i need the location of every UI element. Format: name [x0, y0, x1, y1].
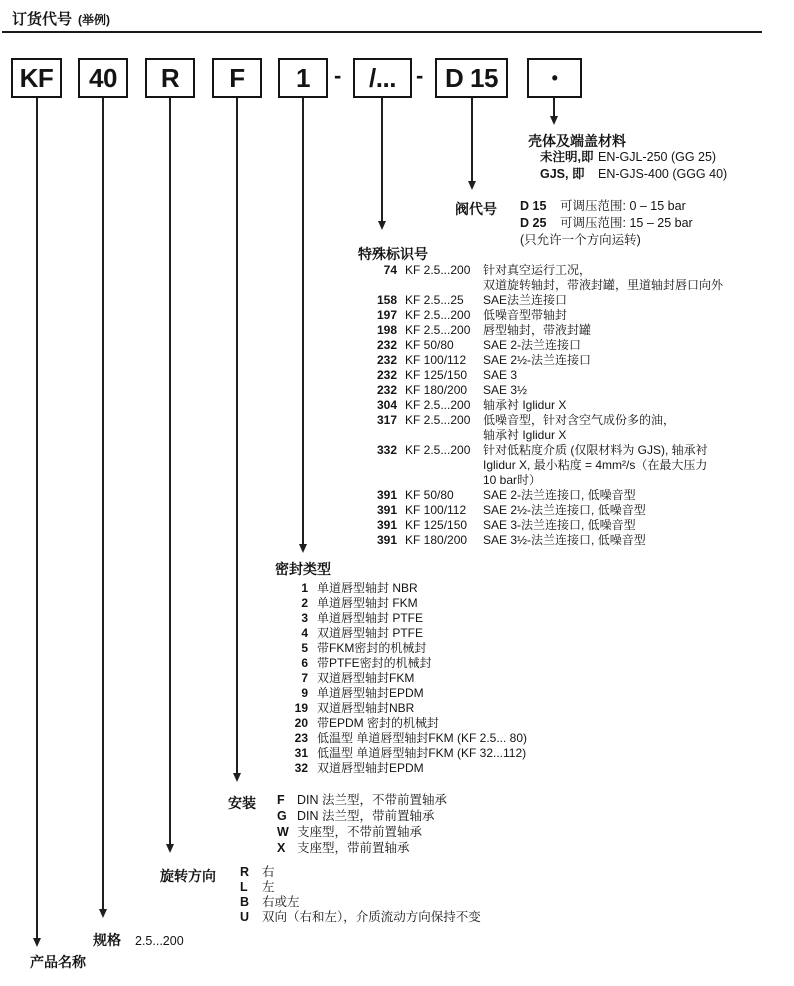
seal-type-row	[275, 746, 527, 761]
arrow-down-icon	[33, 938, 41, 947]
seal-type-desc: 双道唇型轴封FKM	[317, 671, 415, 685]
connector-line	[553, 98, 555, 116]
special-id-desc: SAE法兰连接口	[483, 293, 568, 307]
mounting-code: X	[277, 841, 286, 855]
page-title-main: 订货代号	[12, 11, 73, 28]
special-id-number	[360, 428, 397, 443]
connector-line	[302, 98, 304, 544]
mounting-desc: DIN 法兰型，不带前置轴承	[297, 793, 448, 807]
special-id-desc: 10 bar时）	[483, 473, 542, 487]
rotation-row	[240, 865, 481, 880]
seal-type-row	[275, 611, 527, 626]
seal-type-row	[275, 641, 527, 656]
connector-line	[236, 98, 238, 773]
mounting-code: W	[277, 825, 289, 839]
special-id-desc: SAE 3	[483, 368, 518, 382]
material-list	[540, 149, 727, 183]
arrow-down-icon	[166, 844, 174, 853]
mounting-row	[277, 840, 447, 856]
mounting-code: G	[277, 809, 287, 823]
code-box-special: /...	[353, 58, 412, 98]
special-id-range	[405, 428, 483, 443]
special-id-number: 304	[376, 398, 397, 412]
valve-code: D 25	[520, 216, 547, 230]
code-box-material: •	[527, 58, 582, 98]
size-line	[93, 930, 184, 950]
arrow-to-rotation	[165, 98, 175, 853]
rotation-code: R	[240, 865, 250, 879]
special-id-row	[360, 518, 723, 533]
special-id-range: KF 100/112	[405, 503, 467, 517]
seal-type-desc: 低温型 单道唇型轴封FKM (KF 2.5... 80)	[317, 731, 528, 745]
special-id-range: KF 2.5...200	[405, 413, 471, 427]
seal-type-row	[275, 596, 527, 611]
seal-type-desc: 双道唇型轴封 PTFE	[317, 626, 424, 640]
special-id-list	[360, 263, 723, 548]
special-id-number: 332	[376, 443, 397, 457]
seal-type-number: 23	[294, 731, 308, 745]
special-id-number: 391	[376, 533, 397, 547]
special-id-range: KF 180/200	[405, 383, 468, 397]
code-box-product: KF	[11, 58, 62, 98]
special-id-row	[360, 473, 723, 488]
seal-type-row	[275, 581, 527, 596]
seal-type-row	[275, 716, 527, 731]
special-id-row	[360, 308, 723, 323]
valve-range: 可调压范围: 0 – 15 bar	[560, 199, 686, 213]
mounting-row	[277, 808, 447, 824]
special-id-row	[360, 398, 723, 413]
special-id-desc: 针对真空运行工况，	[483, 263, 592, 277]
code-box-valve: D 15	[435, 58, 508, 98]
rotation-desc: 右	[262, 865, 275, 879]
seal-type-desc: 双道唇型轴封EPDM	[317, 761, 424, 775]
mounting-desc: DIN 法兰型，带前置轴承	[297, 809, 435, 823]
valve-row	[520, 198, 693, 215]
connector-line	[36, 98, 38, 938]
special-id-range: KF 2.5...25	[405, 293, 464, 307]
arrow-to-special	[377, 98, 387, 230]
special-id-range: KF 50/80	[405, 338, 454, 352]
seal-type-number: 2	[301, 596, 308, 610]
arrow-to-seal	[298, 98, 308, 553]
product-name-title: 产品名称	[30, 954, 86, 970]
special-id-row	[360, 383, 723, 398]
arrow-down-icon	[550, 116, 558, 125]
special-id-range: KF 2.5...200	[405, 263, 471, 277]
special-id-range	[405, 473, 483, 488]
valve-section-title: 阀代号	[455, 201, 497, 217]
special-id-row	[360, 263, 723, 278]
arrow-to-valve	[467, 98, 477, 190]
code-box-size: 40	[78, 58, 128, 98]
code-box-rotation: R	[145, 58, 195, 98]
seal-type-number: 4	[301, 626, 308, 640]
seal-type-desc: 单道唇型轴封 NBR	[317, 581, 418, 595]
seal-type-desc: 带FKM密封的机械封	[317, 641, 427, 655]
valve-code: D 15	[520, 199, 547, 213]
special-id-range: KF 2.5...200	[405, 398, 471, 412]
special-id-desc: 轴承衬 Iglidur X	[483, 428, 567, 442]
seal-type-desc: 低温型 单道唇型轴封FKM (KF 32...112)	[317, 746, 527, 760]
special-id-number: 232	[376, 353, 397, 367]
seal-type-number: 9	[301, 686, 308, 700]
special-id-desc: SAE 2-法兰连接口, 低噪音型	[483, 488, 636, 502]
special-id-range	[405, 458, 483, 473]
special-id-range: KF 125/150	[405, 368, 468, 382]
mounting-code: F	[277, 793, 285, 807]
special-id-number: 197	[376, 308, 397, 322]
seal-type-number: 19	[294, 701, 308, 715]
arrow-to-mounting	[232, 98, 242, 782]
seal-type-number: 3	[301, 611, 308, 625]
special-id-desc: 低噪音型，针对含空气成份多的油，	[483, 413, 676, 427]
title-divider	[2, 31, 762, 33]
special-id-number: 232	[376, 368, 397, 382]
special-id-desc: SAE 2-法兰连接口	[483, 338, 582, 352]
material-section-title: 壳体及端盖材料	[528, 133, 626, 149]
mounting-section-title: 安装	[228, 795, 256, 811]
mounting-row	[277, 792, 447, 808]
special-id-row	[360, 428, 723, 443]
special-id-number: 232	[376, 338, 397, 352]
arrow-down-icon	[468, 181, 476, 190]
seal-type-row	[275, 656, 527, 671]
special-id-range: KF 50/80	[405, 488, 454, 502]
rotation-list	[240, 865, 481, 925]
material-row	[540, 166, 727, 183]
connector-line	[471, 98, 473, 181]
rotation-desc: 左	[262, 880, 275, 894]
special-id-desc: 唇型轴封，带液封罐	[483, 323, 592, 337]
arrow-to-material	[549, 98, 559, 125]
special-id-desc: 低噪音型带轴封	[483, 308, 568, 322]
special-id-desc: SAE 2½-法兰连接口, 低噪音型	[483, 503, 646, 517]
rotation-row	[240, 880, 481, 895]
seal-type-list	[275, 581, 527, 776]
special-id-range: KF 125/150	[405, 518, 468, 532]
special-id-number	[360, 458, 397, 473]
special-id-number: 391	[376, 518, 397, 532]
seal-type-row	[275, 701, 527, 716]
special-id-row	[360, 368, 723, 383]
valve-note: (只允许一个方向运转)	[520, 233, 641, 247]
seal-type-number: 32	[294, 761, 308, 775]
material-value: EN-GJS-400 (GGG 40)	[598, 167, 728, 181]
special-id-row	[360, 338, 723, 353]
special-id-range	[405, 278, 483, 293]
seal-type-number: 31	[294, 746, 308, 760]
connector-line	[169, 98, 171, 844]
special-id-desc: 双道旋转轴封，带液封罐，里道轴封唇口向外	[483, 278, 724, 292]
special-id-row	[360, 503, 723, 518]
special-id-row	[360, 278, 723, 293]
seal-section-title: 密封类型	[275, 561, 331, 577]
special-id-number: 198	[376, 323, 397, 337]
material-key: 未注明,即	[540, 150, 594, 164]
seal-type-desc: 单道唇型轴封 FKM	[317, 596, 418, 610]
rotation-code: B	[240, 895, 250, 909]
arrow-down-icon	[378, 221, 386, 230]
seal-type-row	[275, 671, 527, 686]
rotation-code: L	[240, 880, 248, 894]
special-id-range: KF 2.5...200	[405, 443, 471, 457]
seal-type-number: 1	[301, 581, 308, 595]
special-id-number: 317	[376, 413, 397, 427]
special-id-range: KF 2.5...200	[405, 308, 471, 322]
seal-type-desc: 带PTFE密封的机械封	[317, 656, 432, 670]
special-id-number	[360, 278, 397, 293]
special-id-desc: SAE 3½	[483, 383, 528, 397]
code-box-seal: 1	[278, 58, 328, 98]
special-id-row	[360, 488, 723, 503]
mounting-desc: 支座型，不带前置轴承	[297, 825, 423, 839]
mounting-desc: 支座型，带前置轴承	[297, 841, 410, 855]
size-title: 规格	[93, 932, 121, 948]
code-separator: -	[334, 63, 342, 88]
seal-type-desc: 单道唇型轴封EPDM	[317, 686, 424, 700]
mounting-row	[277, 824, 447, 840]
material-row	[540, 149, 727, 166]
rotation-row	[240, 895, 481, 910]
arrow-to-size	[98, 98, 108, 918]
code-separator: -	[416, 63, 424, 88]
special-id-number: 232	[376, 383, 397, 397]
arrow-down-icon	[233, 773, 241, 782]
seal-type-desc: 带EPDM 密封的机械封	[317, 716, 440, 730]
seal-type-row	[275, 686, 527, 701]
seal-type-number: 6	[301, 656, 308, 670]
special-id-desc: 针对低粘度介质 (仅限材料为 GJS), 轴承衬	[483, 443, 708, 457]
arrow-to-product-name	[32, 98, 42, 947]
seal-type-number: 20	[294, 716, 308, 730]
special-id-row	[360, 323, 723, 338]
special-id-range: KF 180/200	[405, 533, 468, 547]
seal-type-number: 5	[301, 641, 308, 655]
seal-type-number: 7	[301, 671, 308, 685]
special-id-range: KF 2.5...200	[405, 323, 471, 337]
seal-type-desc: 双道唇型轴封NBR	[317, 701, 415, 715]
special-id-range: KF 100/112	[405, 353, 467, 367]
special-id-number: 391	[376, 503, 397, 517]
special-id-desc: Iglidur X, 最小粘度 = 4mm²/s（在最大压力	[483, 458, 708, 472]
special-id-row	[360, 353, 723, 368]
connector-line	[102, 98, 104, 909]
seal-type-row	[275, 731, 527, 746]
special-id-row	[360, 533, 723, 548]
special-id-row	[360, 413, 723, 428]
special-section-title: 特殊标识号	[358, 246, 428, 262]
code-box-mounting: F	[212, 58, 262, 98]
arrow-down-icon	[299, 544, 307, 553]
page-title-suffix: (举例)	[78, 13, 111, 27]
rotation-section-title: 旋转方向	[160, 868, 216, 884]
connector-line	[381, 98, 383, 221]
material-value: EN-GJL-250 (GG 25)	[598, 150, 717, 164]
special-id-number: 391	[376, 488, 397, 502]
seal-type-row	[275, 761, 527, 776]
valve-list	[520, 198, 693, 232]
rotation-code: U	[240, 910, 250, 924]
special-id-row	[360, 458, 723, 473]
page-title	[12, 8, 110, 29]
rotation-row	[240, 910, 481, 925]
special-id-number: 74	[383, 263, 397, 277]
seal-type-desc: 单道唇型轴封 PTFE	[317, 611, 424, 625]
special-id-desc: SAE 2½-法兰连接口	[483, 353, 592, 367]
special-id-desc: SAE 3-法兰连接口, 低噪音型	[483, 518, 636, 532]
material-key: GJS, 即	[540, 167, 585, 181]
size-value: 2.5...200	[135, 934, 184, 948]
special-id-number: 158	[376, 293, 397, 307]
special-id-row	[360, 293, 723, 308]
seal-type-row	[275, 626, 527, 641]
valve-row	[520, 215, 693, 232]
rotation-desc: 双向（右和左），介质流动方向保持不变	[262, 910, 481, 924]
special-id-number	[360, 473, 397, 488]
arrow-down-icon	[99, 909, 107, 918]
valve-range: 可调压范围: 15 – 25 bar	[560, 216, 693, 230]
mounting-list	[277, 792, 447, 856]
special-id-row	[360, 443, 723, 458]
special-id-desc: SAE 3½-法兰连接口, 低噪音型	[483, 533, 646, 547]
special-id-desc: 轴承衬 Iglidur X	[483, 398, 567, 412]
rotation-desc: 右或左	[262, 895, 300, 909]
